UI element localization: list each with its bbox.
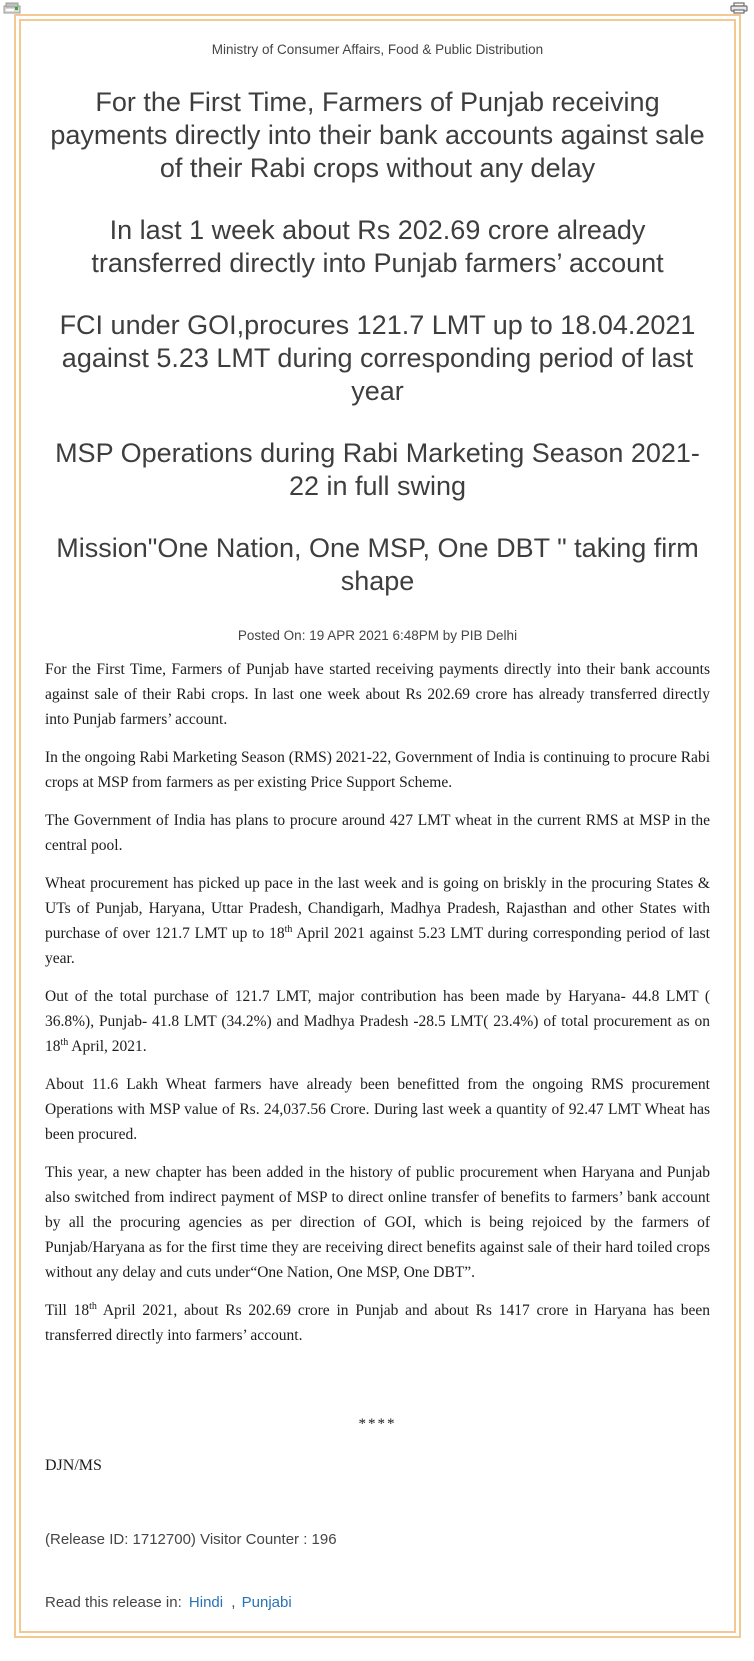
read-in-link-punjabi[interactable]: Punjabi — [241, 1594, 292, 1611]
posted-on-line: Posted On: 19 APR 2021 6:48PM by PIB Delhi — [237, 628, 518, 643]
paragraph: About 11.6 Lakh Wheat farmers have already been benefitted from the ongoing RMS procurement Operations with MSP value of Rs. 24,037.56 Crore. During last week a quantity of 92.47 LMT Wheat has been procured. — [45, 1076, 710, 1143]
headline: FCI under GOI,procures 121.7 LMT up to 18.04.2021 against 5.23 LMT during corresponding period of last year — [59, 310, 696, 406]
headline: For the First Time, Farmers of Punjab receiving payments directly into their bank accounts against sale of their Rabi crops without any delay — [50, 87, 705, 183]
headline: In last 1 week about Rs 202.69 crore already transferred directly into Punjab farmers’ account — [91, 215, 664, 278]
paragraph: Till 18th April 2021, about Rs 202.69 crore in Punjab and about Rs 1417 crore in Haryana has been transferred directly into farmers’ account. — [45, 1300, 710, 1344]
paragraph: This year, a new chapter has been added in the history of public procurement when Haryana and Punjab also switched from indirect payment of MSP to direct online transfer of benefits to farmers’ bank account by all the procuring agencies as per direction of GOI, which is being rejoiced by the farmers of Punjab/Haryana as for the first time they are receiving direct benefits against sale of their hard toiled crops without any delay and cuts under“One Nation, One MSP, One DBT”. — [45, 1164, 710, 1281]
ministry-name: Ministry of Consumer Affairs, Food & Public Distribution — [211, 42, 544, 57]
headlines — [45, 86, 710, 598]
signoff: DJN/MS — [45, 1457, 102, 1474]
press-release-page — [14, 14, 741, 1638]
read-in-link-hindi[interactable]: Hindi — [188, 1594, 224, 1611]
printer-icon[interactable] — [730, 1, 749, 13]
read-in-label: Read this release in: — [45, 1594, 182, 1611]
end-separator: **** — [358, 1416, 397, 1432]
print-preview-icon[interactable] — [3, 1, 22, 13]
paragraph: Wheat procurement has picked up pace in the last week and is going on briskly in the procuring States & UTs of Punjab, Haryana, Uttar Pradesh, Chandigarh, Madhya Pradesh, Rajasthan and other States with purchase of over 121.7 LMT up to 18th April 2021 against 5.23 LMT during corresponding period of last year. — [45, 875, 710, 967]
paragraph: Out of the total purchase of 121.7 LMT, major contribution has been made by Haryana- 44.8 LMT ( 36.8%), Punjab- 41.8 LMT (34.2%) and Madhya Pradesh -28.5 LMT( 23.4%) of total procurement as on 18th April, 2021. — [45, 988, 710, 1055]
article-body — [45, 657, 710, 1348]
paragraph: For the First Time, Farmers of Punjab have started receiving payments directly into their bank accounts against sale of their Rabi crops. In last one week about Rs 202.69 crore has already transferred directly into Punjab farmers’ account. — [45, 661, 710, 728]
paragraph: In the ongoing Rabi Marketing Season (RMS) 2021-22, Government of India is continuing to procure Rabi crops at MSP from farmers as per existing Price Support Scheme. — [45, 749, 710, 791]
release-id-line: (Release ID: 1712700) Visitor Counter : 196 — [45, 1531, 337, 1548]
top-toolbar — [0, 0, 754, 14]
paragraph: The Government of India has plans to procure around 427 LMT wheat in the current RMS at MSP in the central pool. — [45, 812, 710, 854]
headline: MSP Operations during Rabi Marketing Season 2021-22 in full swing — [55, 438, 700, 501]
read-in-line — [45, 1594, 710, 1611]
read-in-separator: , — [231, 1594, 236, 1611]
headline: Mission"One Nation, One MSP, One DBT " taking firm shape — [56, 533, 699, 596]
